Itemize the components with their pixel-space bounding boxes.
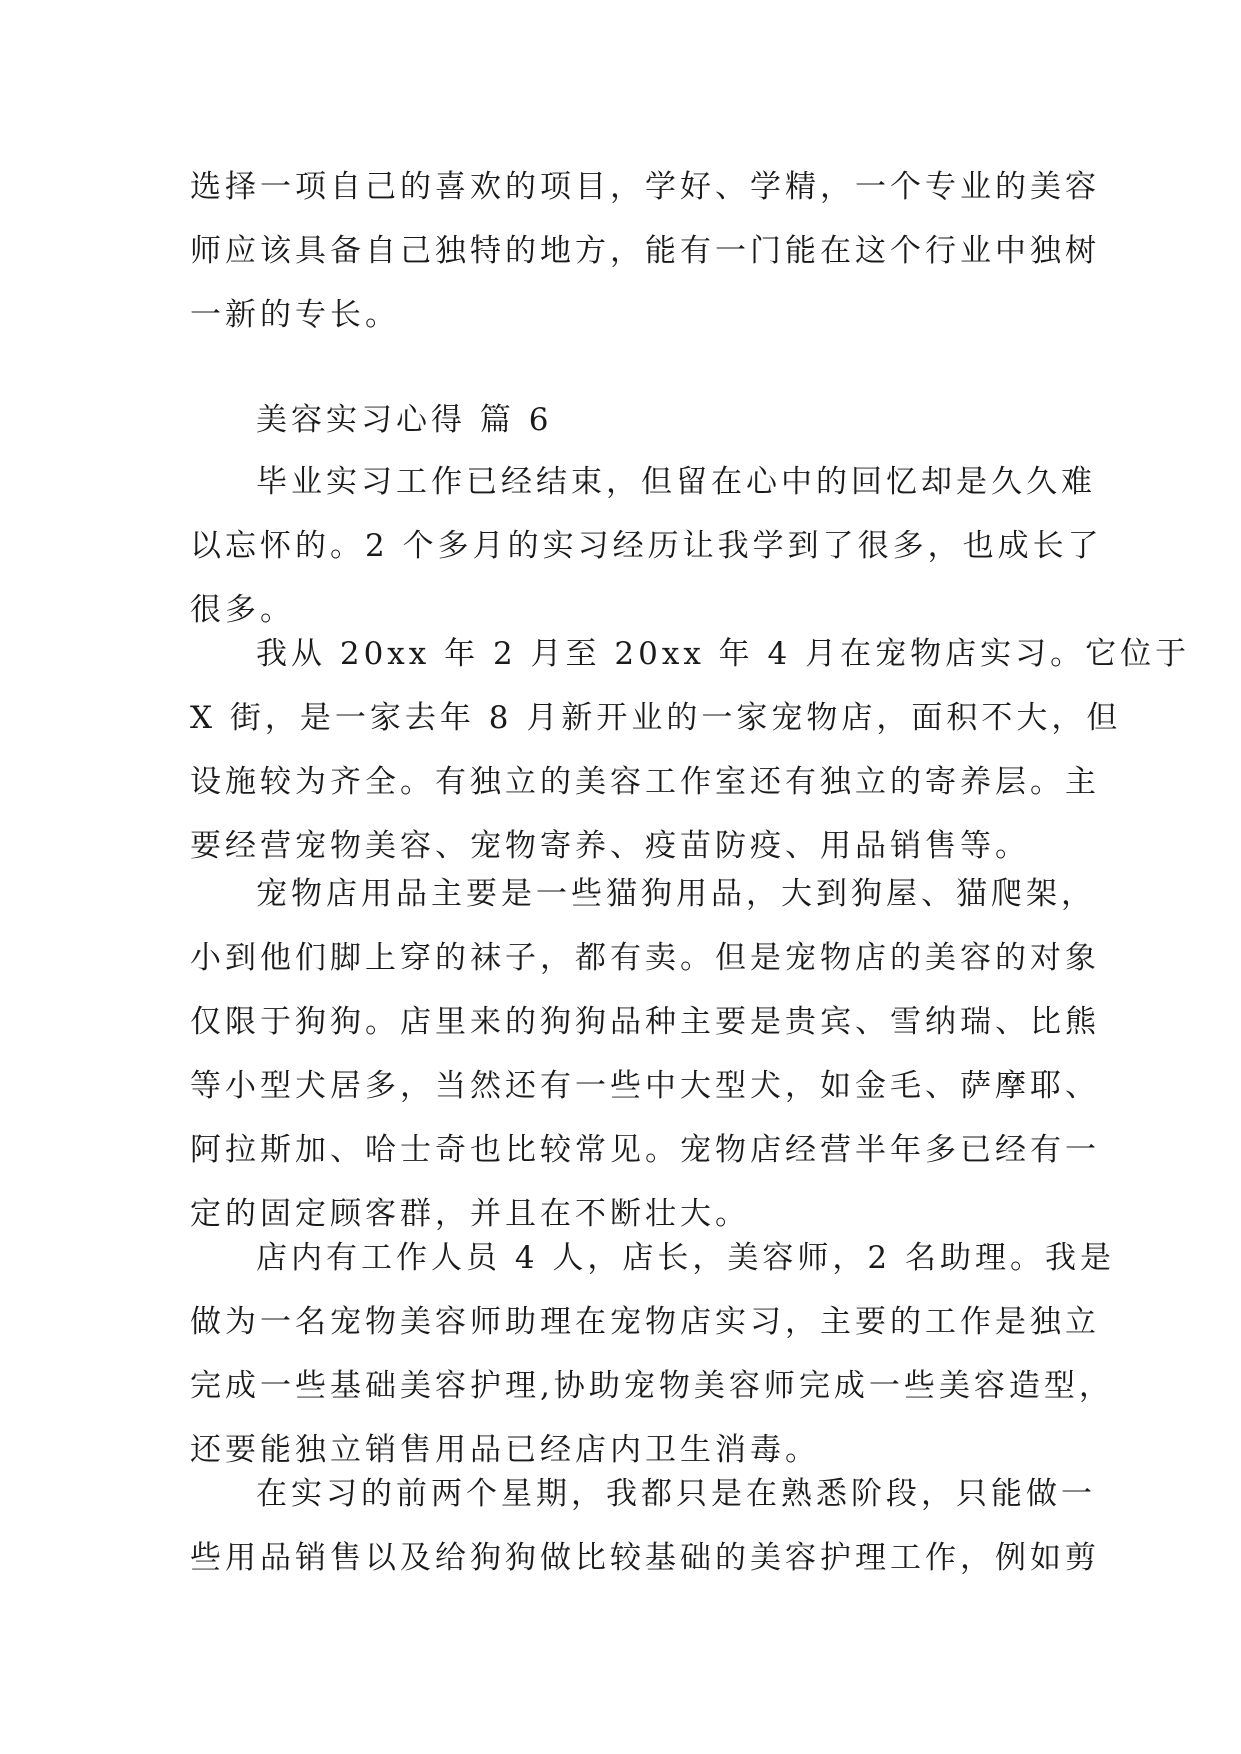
paragraph-line: 毕业实习工作已经结束，但留在心中的回忆却是久久难 xyxy=(256,464,1096,500)
section-heading-block xyxy=(190,388,1050,452)
paragraph-3 xyxy=(190,862,1100,1246)
paragraph-line: 等小型犬居多，当然还有一些中大型犬，如金毛、萨摩耶、 xyxy=(190,1068,1100,1104)
paragraph-2 xyxy=(190,622,1191,878)
paragraph-line: 小到他们脚上穿的袜子，都有卖。但是宠物店的美容的对象 xyxy=(190,940,1100,976)
paragraph-line: 还要能独立销售用品已经店内卫生消毒。 xyxy=(190,1432,820,1468)
paragraph-line: 在实习的前两个星期，我都只是在熟悉阶段，只能做一 xyxy=(256,1476,1096,1512)
paragraph-line: 阿拉斯加、哈士奇也比较常见。宠物店经营半年多已经有一 xyxy=(190,1132,1100,1168)
paragraph-line: 以忘怀的。2 个多月的实习经历让我学到了很多，也成长了 xyxy=(190,528,1103,564)
paragraph-line: 宠物店用品主要是一些猫狗用品，大到狗屋、猫爬架， xyxy=(256,876,1096,912)
paragraph-line: 店内有工作人员 4 人，店长，美容师，2 名助理。我是 xyxy=(256,1240,1116,1276)
paragraph-line: 定的固定顾客群，并且在不断壮大。 xyxy=(190,1196,750,1232)
paragraph-1 xyxy=(190,450,1103,642)
paragraph-line: 师应该具备自己独特的地方，能有一门能在这个行业中独树 xyxy=(190,233,1100,269)
paragraph-line: X 街，是一家去年 8 月新开业的一家宠物店，面积不大，但 xyxy=(190,700,1122,736)
paragraph-line: 要经营宠物美容、宠物寄养、疫苗防疫、用品销售等。 xyxy=(190,828,1030,864)
paragraph-line: 些用品销售以及给狗狗做比较基础的美容护理工作，例如剪 xyxy=(190,1540,1100,1576)
paragraph-line: 仅限于狗狗。店里来的狗狗品种主要是贵宾、雪纳瑞、比熊 xyxy=(190,1004,1100,1040)
paragraph-line: 做为一名宠物美容师助理在宠物店实习，主要的工作是独立 xyxy=(190,1304,1100,1340)
paragraph-line: 完成一些基础美容护理,协助宠物美容师完成一些美容造型， xyxy=(190,1368,1114,1404)
paragraph-line: 设施较为齐全。有独立的美容工作室还有独立的寄养层。主 xyxy=(190,764,1100,800)
intro-paragraph xyxy=(190,155,1100,347)
paragraph-line: 一新的专长。 xyxy=(190,297,400,333)
section-heading: 美容实习心得 篇 6 xyxy=(256,402,553,438)
paragraph-4 xyxy=(190,1226,1116,1482)
paragraph-line: 我从 20xx 年 2 月至 20xx 年 4 月在宠物店实习。它位于 xyxy=(256,636,1191,672)
paragraph-5 xyxy=(190,1462,1100,1590)
paragraph-line: 很多。 xyxy=(190,592,295,628)
paragraph-line: 选择一项自己的喜欢的项目，学好、学精，一个专业的美容 xyxy=(190,169,1100,205)
